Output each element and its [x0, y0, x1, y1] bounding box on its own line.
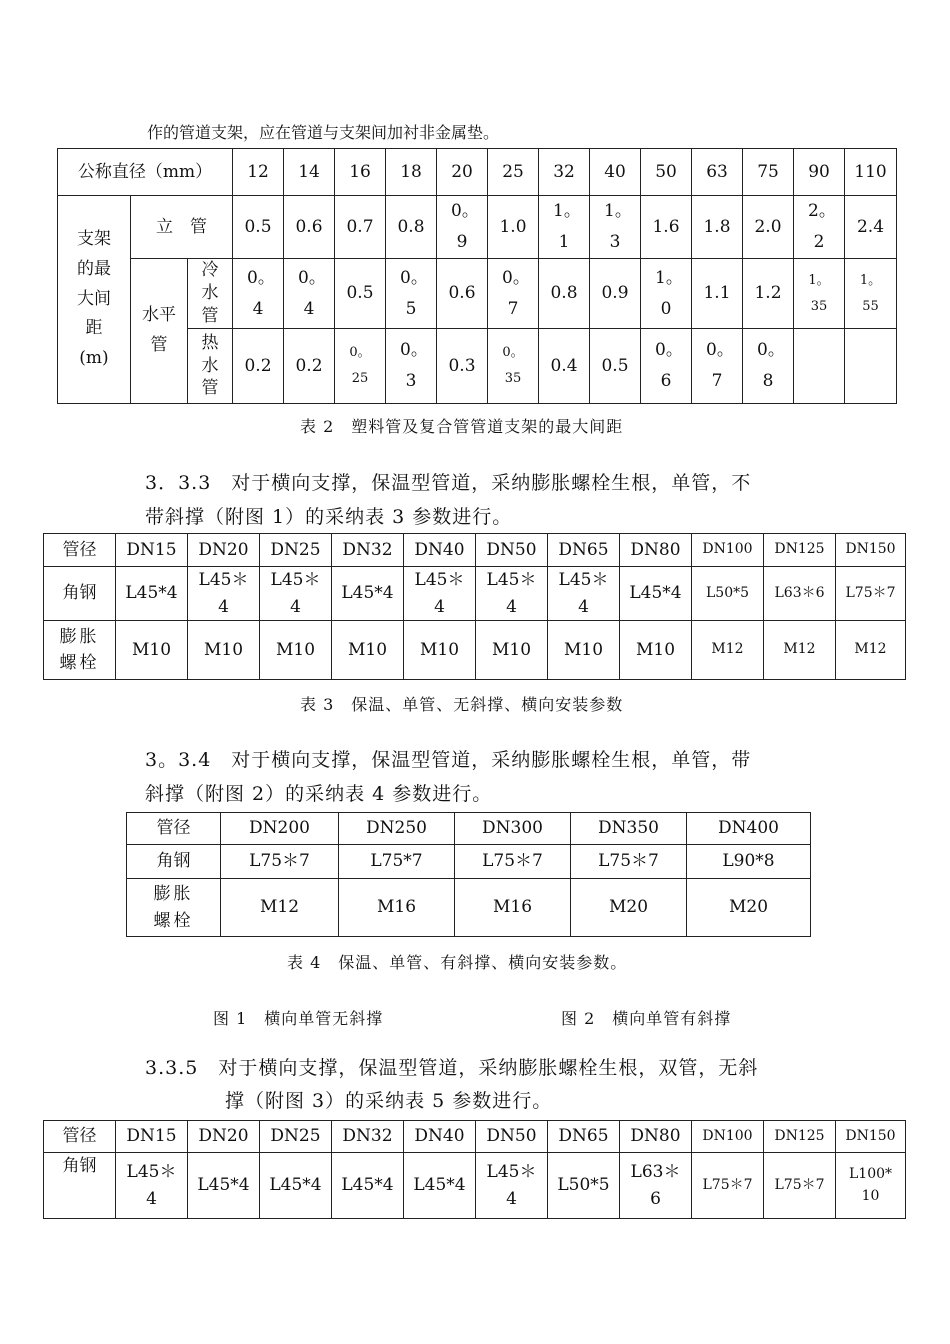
angle-cell: L45*4 [116, 567, 188, 621]
spacing-cell: 0.2 [233, 329, 284, 404]
diameter-cell: 18 [386, 149, 437, 196]
table-3-angle-row [44, 567, 906, 621]
table-4-caption: 表 4 保温、单管、有斜撑、横向安装参数。 [287, 953, 628, 972]
row-label: 管径 [127, 813, 221, 845]
spacing-cell: 2。2 [794, 196, 845, 259]
spacing-cell: 1.2 [743, 259, 794, 329]
angle-cell: L75＊7 [764, 1153, 836, 1219]
table-5-pipe-row [44, 1121, 906, 1153]
table-2-header-row [58, 149, 897, 196]
pipe-cell: DN100 [692, 534, 764, 567]
vertical-pipe-label: 立 管 [131, 196, 233, 259]
angle-cell: L45＊4 [116, 1153, 188, 1219]
spacing-cell: 0.5 [335, 259, 386, 329]
angle-cell: L45＊4 [260, 567, 332, 621]
spacing-cell: 1.6 [641, 196, 692, 259]
figure-2-caption: 图 2 横向单管有斜撑 [561, 1009, 732, 1028]
table-4 [126, 812, 811, 937]
spacing-cell: 0。4 [233, 259, 284, 329]
pipe-cell: DN50 [476, 534, 548, 567]
angle-cell: L75＊7 [571, 845, 687, 879]
angle-cell: L100*10 [836, 1153, 906, 1219]
bolt-cell: M10 [404, 621, 476, 680]
spacing-cell: 0。6 [641, 329, 692, 404]
bolt-cell: M16 [339, 879, 455, 937]
diameter-cell: 12 [233, 149, 284, 196]
pipe-cell: DN125 [764, 534, 836, 567]
angle-cell: L45*4 [188, 1153, 260, 1219]
angle-cell: L45*4 [332, 567, 404, 621]
angle-cell: L45*4 [620, 567, 692, 621]
bolt-cell: M20 [571, 879, 687, 937]
spacing-cell: 0.2 [284, 329, 335, 404]
angle-cell: L63＊6 [620, 1153, 692, 1219]
pipe-cell: DN40 [404, 1121, 476, 1153]
spacing-cell [794, 329, 845, 404]
section-334-line1: 3。3.4 对于横向支撑，保温型管道，采纳膨胀螺栓生根，单管，带 [145, 749, 752, 771]
angle-cell: L45＊4 [476, 1153, 548, 1219]
spacing-cell: 0.6 [437, 259, 488, 329]
section-333-line1: 3．3.3 对于横向支撑，保温型管道，采纳膨胀螺栓生根，单管，不 [145, 472, 752, 494]
pipe-cell: DN50 [476, 1121, 548, 1153]
pipe-cell: DN80 [620, 534, 692, 567]
figure-1-caption: 图 1 横向单管无斜撑 [213, 1009, 384, 1028]
hot-pipe-label: 热水管 [188, 329, 233, 404]
pipe-cell: DN20 [188, 534, 260, 567]
table-4-bolt-row [127, 879, 811, 937]
pipe-cell: DN125 [764, 1121, 836, 1153]
spacing-cell: 0.5 [233, 196, 284, 259]
diameter-cell: 50 [641, 149, 692, 196]
angle-cell: L45＊4 [476, 567, 548, 621]
spacing-cell: 1.8 [692, 196, 743, 259]
vertical-pipe-row [58, 196, 897, 259]
angle-cell: L45＊4 [404, 567, 476, 621]
angle-cell: L75＊7 [221, 845, 339, 879]
table-2-caption: 表 2 塑料管及复合管管道支架的最大间距 [300, 417, 624, 436]
bolt-cell: M10 [260, 621, 332, 680]
pipe-cell: DN300 [455, 813, 571, 845]
row-label: 膨胀螺栓 [127, 879, 221, 937]
bolt-cell: M10 [116, 621, 188, 680]
spacing-cell: 2.4 [845, 196, 897, 259]
table-4-pipe-row [127, 813, 811, 845]
section-333-line2: 带斜撑（附图 1）的采纳表 3 参数进行。 [145, 506, 513, 528]
spacing-cell: 0。8 [743, 329, 794, 404]
spacing-cell: 0.3 [437, 329, 488, 404]
table-4-angle-row [127, 845, 811, 879]
angle-cell: L45*4 [260, 1153, 332, 1219]
pipe-cell: DN32 [332, 1121, 404, 1153]
pipe-cell: DN20 [188, 1121, 260, 1153]
angle-cell: L45＊4 [188, 567, 260, 621]
bolt-cell: M10 [332, 621, 404, 680]
pipe-cell: DN65 [548, 534, 620, 567]
group-label: 支架的最大间距(m) [58, 196, 131, 404]
bolt-cell: M10 [548, 621, 620, 680]
section-334-line2: 斜撑（附图 2）的采纳表 4 参数进行。 [145, 783, 493, 805]
spacing-cell: 0。5 [386, 259, 437, 329]
spacing-cell: 0。3 [386, 329, 437, 404]
row-label: 角钢 [44, 567, 116, 621]
row-label: 角钢 [127, 845, 221, 879]
table-3 [43, 533, 906, 680]
spacing-cell: 2.0 [743, 196, 794, 259]
diameter-cell: 75 [743, 149, 794, 196]
row-label: 管径 [44, 534, 116, 567]
spacing-cell: 1.0 [488, 196, 539, 259]
table-2 [57, 148, 897, 404]
section-335-line1: 3.3.5 对于横向支撑，保温型管道，采纳膨胀螺栓生根，双管，无斜 [145, 1057, 759, 1079]
angle-cell: L50*5 [692, 567, 764, 621]
bolt-cell: M10 [188, 621, 260, 680]
intro-line: 作的管道支架，应在管道与支架间加衬非金属垫。 [147, 123, 500, 142]
pipe-cell: DN65 [548, 1121, 620, 1153]
table-5 [43, 1120, 906, 1219]
table-3-caption: 表 3 保温、单管、无斜撑、横向安装参数 [300, 695, 624, 714]
horizontal-pipe-label: 水平管 [131, 259, 188, 404]
spacing-cell: 1。55 [845, 259, 897, 329]
spacing-cell [845, 329, 897, 404]
pipe-cell: DN200 [221, 813, 339, 845]
angle-cell: L90*8 [687, 845, 811, 879]
angle-cell: L50*5 [548, 1153, 620, 1219]
angle-cell: L75＊7 [692, 1153, 764, 1219]
angle-cell: L75*7 [339, 845, 455, 879]
row-label: 膨胀螺栓 [44, 621, 116, 680]
spacing-cell: 1。3 [590, 196, 641, 259]
diameter-header: 公称直径（mm） [58, 149, 233, 196]
spacing-cell: 0。9 [437, 196, 488, 259]
spacing-cell: 1。35 [794, 259, 845, 329]
bolt-cell: M12 [764, 621, 836, 680]
bolt-cell: M10 [476, 621, 548, 680]
pipe-cell: DN250 [339, 813, 455, 845]
pipe-cell: DN25 [260, 1121, 332, 1153]
spacing-cell: 0。7 [692, 329, 743, 404]
diameter-cell: 90 [794, 149, 845, 196]
bolt-cell: M20 [687, 879, 811, 937]
spacing-cell: 0.7 [335, 196, 386, 259]
spacing-cell: 0。4 [284, 259, 335, 329]
pipe-cell: DN15 [116, 534, 188, 567]
cold-pipe-row [58, 259, 897, 329]
angle-cell: L45*4 [332, 1153, 404, 1219]
angle-cell: L75＊7 [455, 845, 571, 879]
table-3-pipe-row [44, 534, 906, 567]
pipe-cell: DN32 [332, 534, 404, 567]
spacing-cell: 0。7 [488, 259, 539, 329]
bolt-cell: M16 [455, 879, 571, 937]
spacing-cell: 0.8 [386, 196, 437, 259]
pipe-cell: DN350 [571, 813, 687, 845]
spacing-cell: 1。1 [539, 196, 590, 259]
spacing-cell: 0。35 [488, 329, 539, 404]
angle-cell: L45＊4 [548, 567, 620, 621]
angle-cell: L75＊7 [836, 567, 906, 621]
pipe-cell: DN40 [404, 534, 476, 567]
section-335-line2: 撑（附图 3）的采纳表 5 参数进行。 [225, 1090, 553, 1112]
bolt-cell: M12 [836, 621, 906, 680]
spacing-cell: 0.6 [284, 196, 335, 259]
pipe-cell: DN150 [836, 534, 906, 567]
row-label: 管径 [44, 1121, 116, 1153]
bolt-cell: M12 [221, 879, 339, 937]
table-5-angle-row [44, 1153, 906, 1219]
pipe-cell: DN25 [260, 534, 332, 567]
pipe-cell: DN100 [692, 1121, 764, 1153]
diameter-cell: 14 [284, 149, 335, 196]
pipe-cell: DN80 [620, 1121, 692, 1153]
pipe-cell: DN400 [687, 813, 811, 845]
diameter-cell: 110 [845, 149, 897, 196]
spacing-cell: 0.9 [590, 259, 641, 329]
spacing-cell: 0。25 [335, 329, 386, 404]
angle-cell: L63＊6 [764, 567, 836, 621]
cold-pipe-label: 冷水管 [188, 259, 233, 329]
bolt-cell: M12 [692, 621, 764, 680]
angle-cell: L45*4 [404, 1153, 476, 1219]
spacing-cell: 1。0 [641, 259, 692, 329]
table-3-bolt-row [44, 621, 906, 680]
spacing-cell: 0.5 [590, 329, 641, 404]
pipe-cell: DN15 [116, 1121, 188, 1153]
diameter-cell: 20 [437, 149, 488, 196]
row-label: 角钢 [44, 1153, 116, 1219]
diameter-cell: 63 [692, 149, 743, 196]
spacing-cell: 0.4 [539, 329, 590, 404]
spacing-cell: 0.8 [539, 259, 590, 329]
bolt-cell: M10 [620, 621, 692, 680]
diameter-cell: 25 [488, 149, 539, 196]
pipe-cell: DN150 [836, 1121, 906, 1153]
diameter-cell: 16 [335, 149, 386, 196]
spacing-cell: 1.1 [692, 259, 743, 329]
diameter-cell: 40 [590, 149, 641, 196]
diameter-cell: 32 [539, 149, 590, 196]
